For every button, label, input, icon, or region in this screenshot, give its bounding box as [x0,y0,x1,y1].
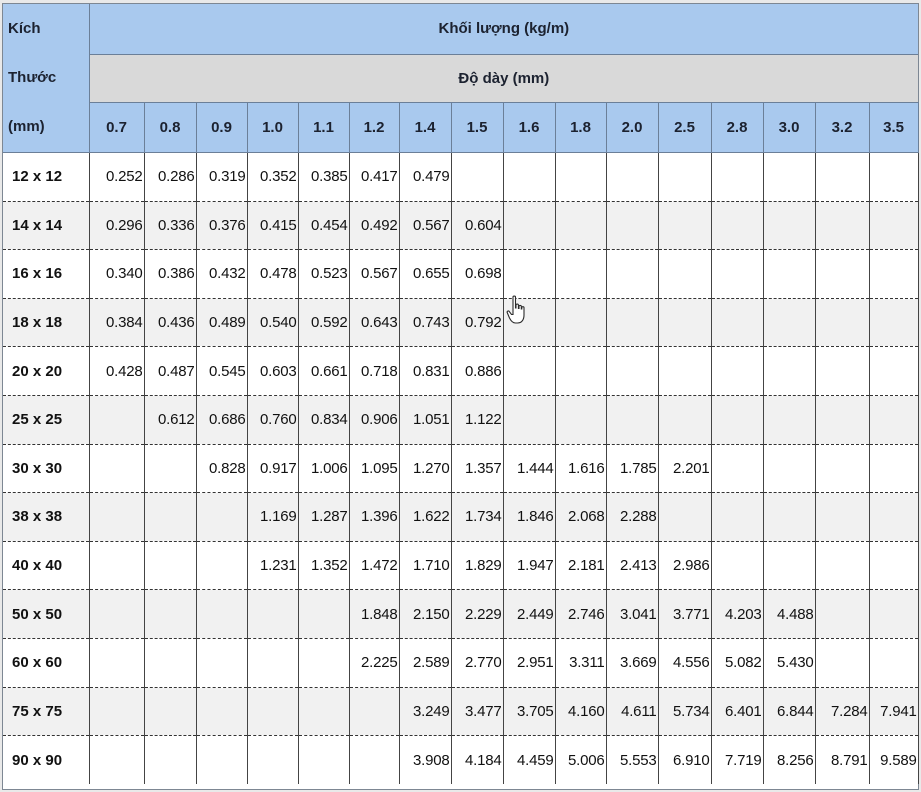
weight-cell [349,687,399,736]
weight-cell: 0.718 [349,347,399,396]
weight-cell: 2.181 [555,541,606,590]
weight-cell [144,493,196,542]
weight-cell: 3.705 [503,687,555,736]
weight-cell: 2.225 [349,638,399,687]
weight-cell [555,250,606,299]
thickness-header-cell: 3.0 [763,102,815,152]
weight-cell [606,201,658,250]
weight-cell [451,153,503,202]
weight-cell: 3.771 [658,590,711,639]
weight-cell: 3.669 [606,638,658,687]
table-row [3,201,918,250]
weight-cell [711,347,763,396]
weight-cell: 0.252 [89,153,144,202]
table-row [3,298,918,347]
size-cell: 75 x 75 [3,687,89,736]
size-cell: 20 x 20 [3,347,89,396]
weight-cell: 2.986 [658,541,711,590]
weight-cell [815,638,869,687]
weight-cell [196,736,247,785]
weight-cell: 0.567 [399,201,451,250]
size-header-line-3: (mm) [8,118,45,135]
size-header [3,4,89,153]
weight-cell [144,590,196,639]
weight-cell: 5.430 [763,638,815,687]
weight-cell: 1.051 [399,395,451,444]
weight-cell: 1.829 [451,541,503,590]
size-cell: 14 x 14 [3,201,89,250]
weight-cell [555,201,606,250]
weight-cell [869,638,918,687]
weight-cell: 0.436 [144,298,196,347]
weight-cell: 3.311 [555,638,606,687]
table-row [3,493,918,542]
weight-cell: 2.449 [503,590,555,639]
weight-cell: 2.770 [451,638,503,687]
weight-cell [815,153,869,202]
weight-cell [815,395,869,444]
weight-cell [247,687,298,736]
thickness-header-cell: 2.0 [606,102,658,152]
weight-cell [815,590,869,639]
weight-cell [658,347,711,396]
weight-cell [555,298,606,347]
weight-cell [196,638,247,687]
size-cell: 38 x 38 [3,493,89,542]
weight-cell [503,201,555,250]
weight-cell [555,347,606,396]
table-row [3,736,918,785]
weight-cell [658,298,711,347]
weight-cell [89,687,144,736]
weight-cell: 1.472 [349,541,399,590]
weight-cell: 0.592 [298,298,349,347]
thickness-header-cell: 1.8 [555,102,606,152]
weight-cell: 4.184 [451,736,503,785]
weight-cell [298,638,349,687]
weight-cell: 0.831 [399,347,451,396]
thickness-header-cell: 1.1 [298,102,349,152]
thickness-header-cell: 0.9 [196,102,247,152]
weight-cell: 6.401 [711,687,763,736]
weight-cell: 0.336 [144,201,196,250]
weight-cell: 1.947 [503,541,555,590]
weight-cell: 0.478 [247,250,298,299]
weight-cell [711,201,763,250]
weight-cell [144,541,196,590]
steel-tube-weight-table [3,4,919,784]
weight-cell: 4.459 [503,736,555,785]
weight-cell [555,153,606,202]
weight-cell [196,687,247,736]
weight-cell [815,493,869,542]
weight-cell [503,153,555,202]
size-cell: 18 x 18 [3,298,89,347]
weight-cell: 2.150 [399,590,451,639]
weight-cell [763,493,815,542]
weight-cell: 1.785 [606,444,658,493]
weight-cell [196,493,247,542]
table-row [3,153,918,202]
size-cell: 30 x 30 [3,444,89,493]
weight-cell [144,687,196,736]
weight-cell: 0.567 [349,250,399,299]
weight-cell: 3.041 [606,590,658,639]
weight-cell: 0.792 [451,298,503,347]
size-cell: 90 x 90 [3,736,89,785]
weight-cell: 5.082 [711,638,763,687]
weight-cell: 0.492 [349,201,399,250]
thickness-header-cell: 1.5 [451,102,503,152]
weight-cell [869,250,918,299]
weight-cell [763,298,815,347]
size-header-line-2: Thước [8,69,57,86]
weight-cell: 0.760 [247,395,298,444]
weight-cell [869,153,918,202]
weight-cell: 1.616 [555,444,606,493]
weight-cell [89,395,144,444]
weight-cell: 7.941 [869,687,918,736]
weight-cell [89,736,144,785]
weight-cell [555,395,606,444]
weight-cell [763,395,815,444]
weight-cell: 0.603 [247,347,298,396]
weight-cell [658,493,711,542]
table-row [3,347,918,396]
table-row [3,590,918,639]
weight-cell: 1.231 [247,541,298,590]
size-cell: 16 x 16 [3,250,89,299]
weight-cell: 3.249 [399,687,451,736]
weight-cell: 0.386 [144,250,196,299]
weight-cell: 6.910 [658,736,711,785]
weight-cell [815,250,869,299]
weight-cell [349,736,399,785]
weight-cell [298,590,349,639]
thickness-header-cell: 0.7 [89,102,144,152]
table-row [3,250,918,299]
table-row [3,395,918,444]
weight-cell [815,201,869,250]
weight-cell [658,153,711,202]
weight-cell [711,250,763,299]
size-cell: 40 x 40 [3,541,89,590]
weight-cell [763,541,815,590]
weight-cell: 0.523 [298,250,349,299]
weight-cell: 1.444 [503,444,555,493]
weight-cell [503,347,555,396]
weight-cell [869,298,918,347]
weight-cell: 4.556 [658,638,711,687]
weight-cell: 1.352 [298,541,349,590]
thickness-header-row [3,102,918,152]
weight-cell: 0.655 [399,250,451,299]
thickness-header-cell: 1.4 [399,102,451,152]
weight-cell [606,395,658,444]
weight-cell: 5.553 [606,736,658,785]
weight-cell: 0.352 [247,153,298,202]
weight-cell: 0.886 [451,347,503,396]
weight-cell [658,395,711,444]
weight-cell [711,153,763,202]
weight-cell: 5.734 [658,687,711,736]
weight-cell: 0.743 [399,298,451,347]
weight-cell [247,638,298,687]
weight-cell: 1.622 [399,493,451,542]
weight-cell [89,638,144,687]
weight-cell [503,395,555,444]
weight-cell: 1.846 [503,493,555,542]
weight-cell: 4.203 [711,590,763,639]
weight-cell: 1.095 [349,444,399,493]
weight-cell: 0.643 [349,298,399,347]
weight-cell: 1.396 [349,493,399,542]
weight-cell [869,201,918,250]
weight-cell [89,444,144,493]
weight-cell [144,736,196,785]
weight-cell [89,590,144,639]
weight-cell [763,250,815,299]
weight-cell [658,250,711,299]
thickness-title: Độ dày (mm) [89,54,918,102]
table-row [3,687,918,736]
weight-cell: 0.698 [451,250,503,299]
weight-cell [763,444,815,493]
weight-cell: 3.477 [451,687,503,736]
weight-cell: 0.917 [247,444,298,493]
thickness-header-cell: 1.6 [503,102,555,152]
weight-cell: 0.540 [247,298,298,347]
weight-cell: 1.270 [399,444,451,493]
thickness-header-cell: 3.5 [869,102,918,152]
weight-cell: 0.385 [298,153,349,202]
weight-cell: 2.413 [606,541,658,590]
weight-cell: 0.286 [144,153,196,202]
weight-cell: 2.201 [658,444,711,493]
weight-cell: 0.296 [89,201,144,250]
size-cell: 60 x 60 [3,638,89,687]
weight-cell [658,201,711,250]
weight-cell [869,395,918,444]
weight-cell [869,590,918,639]
weight-cell [763,153,815,202]
weight-cell [815,298,869,347]
weight-cell: 8.256 [763,736,815,785]
thickness-header-cell: 0.8 [144,102,196,152]
weight-cell [763,347,815,396]
weight-cell [144,444,196,493]
weight-cell: 0.384 [89,298,144,347]
size-cell: 12 x 12 [3,153,89,202]
weight-cell: 0.417 [349,153,399,202]
weight-cell [298,736,349,785]
weight-cell [298,687,349,736]
weight-cell: 1.287 [298,493,349,542]
weight-cell [247,590,298,639]
thickness-header-cell: 1.2 [349,102,399,152]
weight-cell: 5.006 [555,736,606,785]
size-header-line-1: Kích [8,20,41,37]
weight-cell: 3.908 [399,736,451,785]
weight-cell: 0.479 [399,153,451,202]
weight-cell [89,493,144,542]
weight-cell [815,347,869,396]
weight-cell: 2.746 [555,590,606,639]
weight-cell [606,347,658,396]
weight-cell: 6.844 [763,687,815,736]
table-row [3,541,918,590]
weight-cell: 0.376 [196,201,247,250]
weight-cell: 7.719 [711,736,763,785]
weight-cell [247,736,298,785]
weight-cell: 0.340 [89,250,144,299]
weight-cell: 2.288 [606,493,658,542]
thickness-header-cell: 2.8 [711,102,763,152]
weight-cell: 0.686 [196,395,247,444]
weight-cell: 0.415 [247,201,298,250]
weight-cell [711,444,763,493]
weight-cell: 0.487 [144,347,196,396]
weight-cell [869,541,918,590]
weight-cell: 0.319 [196,153,247,202]
weight-cell: 1.710 [399,541,451,590]
weight-cell: 8.791 [815,736,869,785]
weight-cell: 4.160 [555,687,606,736]
size-cell: 50 x 50 [3,590,89,639]
weight-cell [763,201,815,250]
size-cell: 25 x 25 [3,395,89,444]
weight-cell: 1.848 [349,590,399,639]
weight-cell: 4.611 [606,687,658,736]
weight-cell: 0.828 [196,444,247,493]
table-row [3,444,918,493]
weight-cell: 2.951 [503,638,555,687]
weight-cell: 1.357 [451,444,503,493]
weight-cell: 0.489 [196,298,247,347]
weight-cell: 0.834 [298,395,349,444]
weight-cell [815,541,869,590]
weight-cell [606,298,658,347]
weight-cell: 0.661 [298,347,349,396]
weight-cell: 0.906 [349,395,399,444]
table-row [3,638,918,687]
weight-cell: 0.612 [144,395,196,444]
thickness-header-cell: 2.5 [658,102,711,152]
weight-cell [869,347,918,396]
weight-cell: 2.068 [555,493,606,542]
weight-cell: 0.454 [298,201,349,250]
weight-cell: 1.122 [451,395,503,444]
weight-cell: 1.734 [451,493,503,542]
weight-cell: 1.006 [298,444,349,493]
weight-cell: 0.545 [196,347,247,396]
weight-cell [711,395,763,444]
weight-cell [196,541,247,590]
weight-cell [711,541,763,590]
weight-cell: 0.428 [89,347,144,396]
thickness-header-cell: 1.0 [247,102,298,152]
weight-cell [869,444,918,493]
weight-cell [815,444,869,493]
weight-cell: 0.604 [451,201,503,250]
weight-cell [869,493,918,542]
weight-cell: 9.589 [869,736,918,785]
weight-cell [711,298,763,347]
thickness-header-cell: 3.2 [815,102,869,152]
weight-table-panel [2,3,919,790]
weight-cell [196,590,247,639]
weight-cell [144,638,196,687]
weight-cell [606,153,658,202]
weight-title: Khối lượng (kg/m) [89,4,918,54]
weight-cell: 0.432 [196,250,247,299]
weight-cell: 1.169 [247,493,298,542]
weight-cell: 2.229 [451,590,503,639]
hand-pointer-icon [506,295,528,325]
weight-cell: 2.589 [399,638,451,687]
weight-cell: 7.284 [815,687,869,736]
weight-cell [711,493,763,542]
weight-cell [89,541,144,590]
weight-cell [606,250,658,299]
weight-cell: 4.488 [763,590,815,639]
weight-cell [503,250,555,299]
